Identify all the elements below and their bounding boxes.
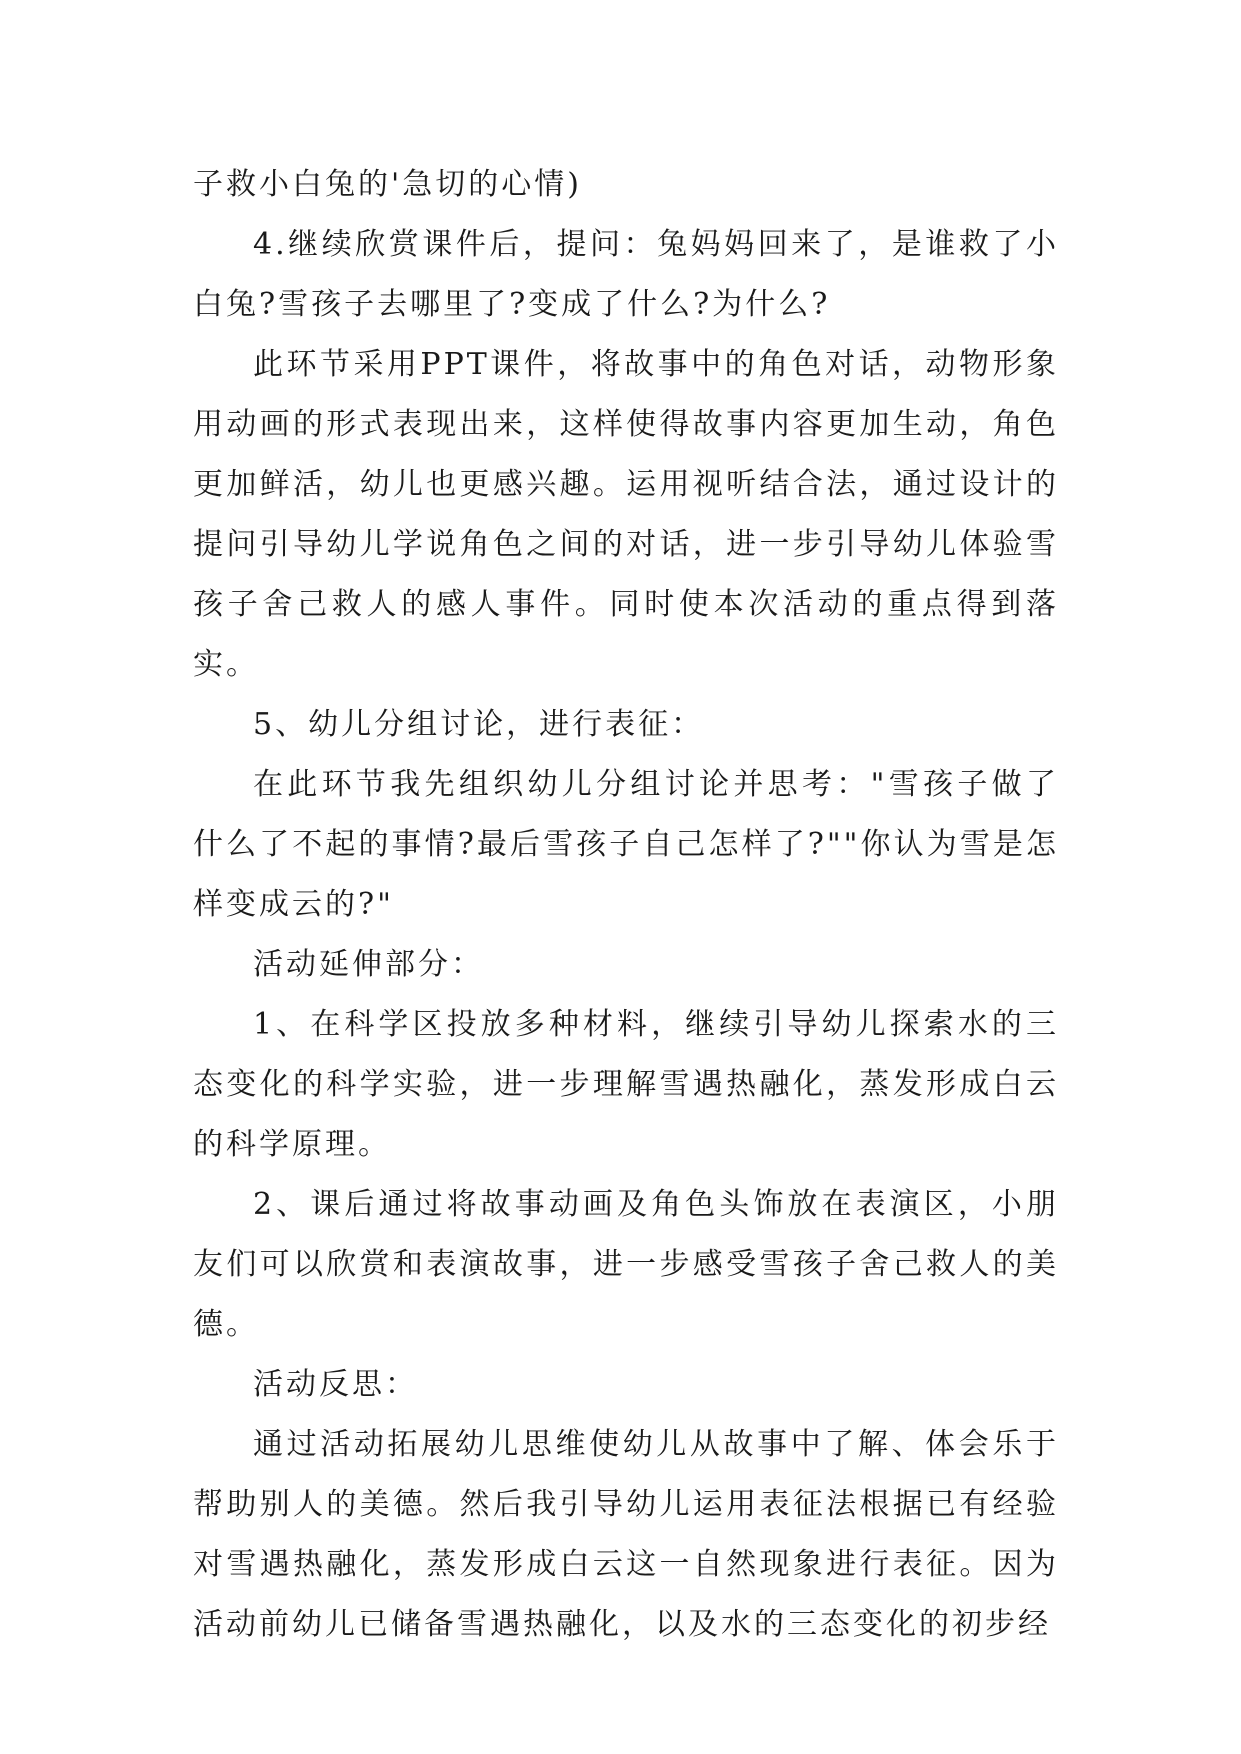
paragraph-ppt-explanation: 此环节采用PPT课件，将故事中的角色对话，动物形象用动画的形式表现出来，这样使得故事内容更加生动，角色更加鲜活，幼儿也更感兴趣。运用视听结合法，通过设计的提问引导幼儿学说角色之间的对话，进一步引导幼儿体验雪孩子舍己救人的感人事件。同时使本次活动的重点得到落实。 — [193, 347, 1059, 682]
paragraph-group-discussion: 在此环节我先组织幼儿分组讨论并思考："雪孩子做了什么了不起的事情?最后雪孩子自己怎样了?""你认为雪是怎样变成云的?" — [193, 767, 1059, 922]
paragraph-step-5: 5、幼儿分组讨论，进行表征： — [253, 707, 705, 742]
paragraph-reflection: 通过活动拓展幼儿思维使幼儿从故事中了解、体会乐于帮助别人的美德。然后我引导幼儿运用表征法根据已有经验对雪遇热融化，蒸发形成白云这一自然现象进行表征。因为活动前幼儿已储备雪遇热融化，以及水的三态变化的初步经 — [193, 1427, 1059, 1642]
document-body — [193, 155, 1059, 1655]
paragraph-step-4: 4.继续欣赏课件后，提问：兔妈妈回来了，是谁救了小白兔?雪孩子去哪里了?变成了什么?为什么? — [193, 227, 1059, 322]
paragraph-continuation: 子救小白兔的'急切的心情) — [193, 167, 582, 202]
heading-activity-reflection: 活动反思： — [253, 1367, 418, 1402]
paragraph-extension-1: 1、在科学区投放多种材料，继续引导幼儿探索水的三态变化的科学实验，进一步理解雪遇热融化，蒸发形成白云的科学原理。 — [193, 1007, 1059, 1162]
paragraph-extension-2: 2、课后通过将故事动画及角色头饰放在表演区，小朋友们可以欣赏和表演故事，进一步感受雪孩子舍己救人的美德。 — [193, 1187, 1059, 1342]
heading-activity-extension: 活动延伸部分： — [253, 947, 484, 982]
